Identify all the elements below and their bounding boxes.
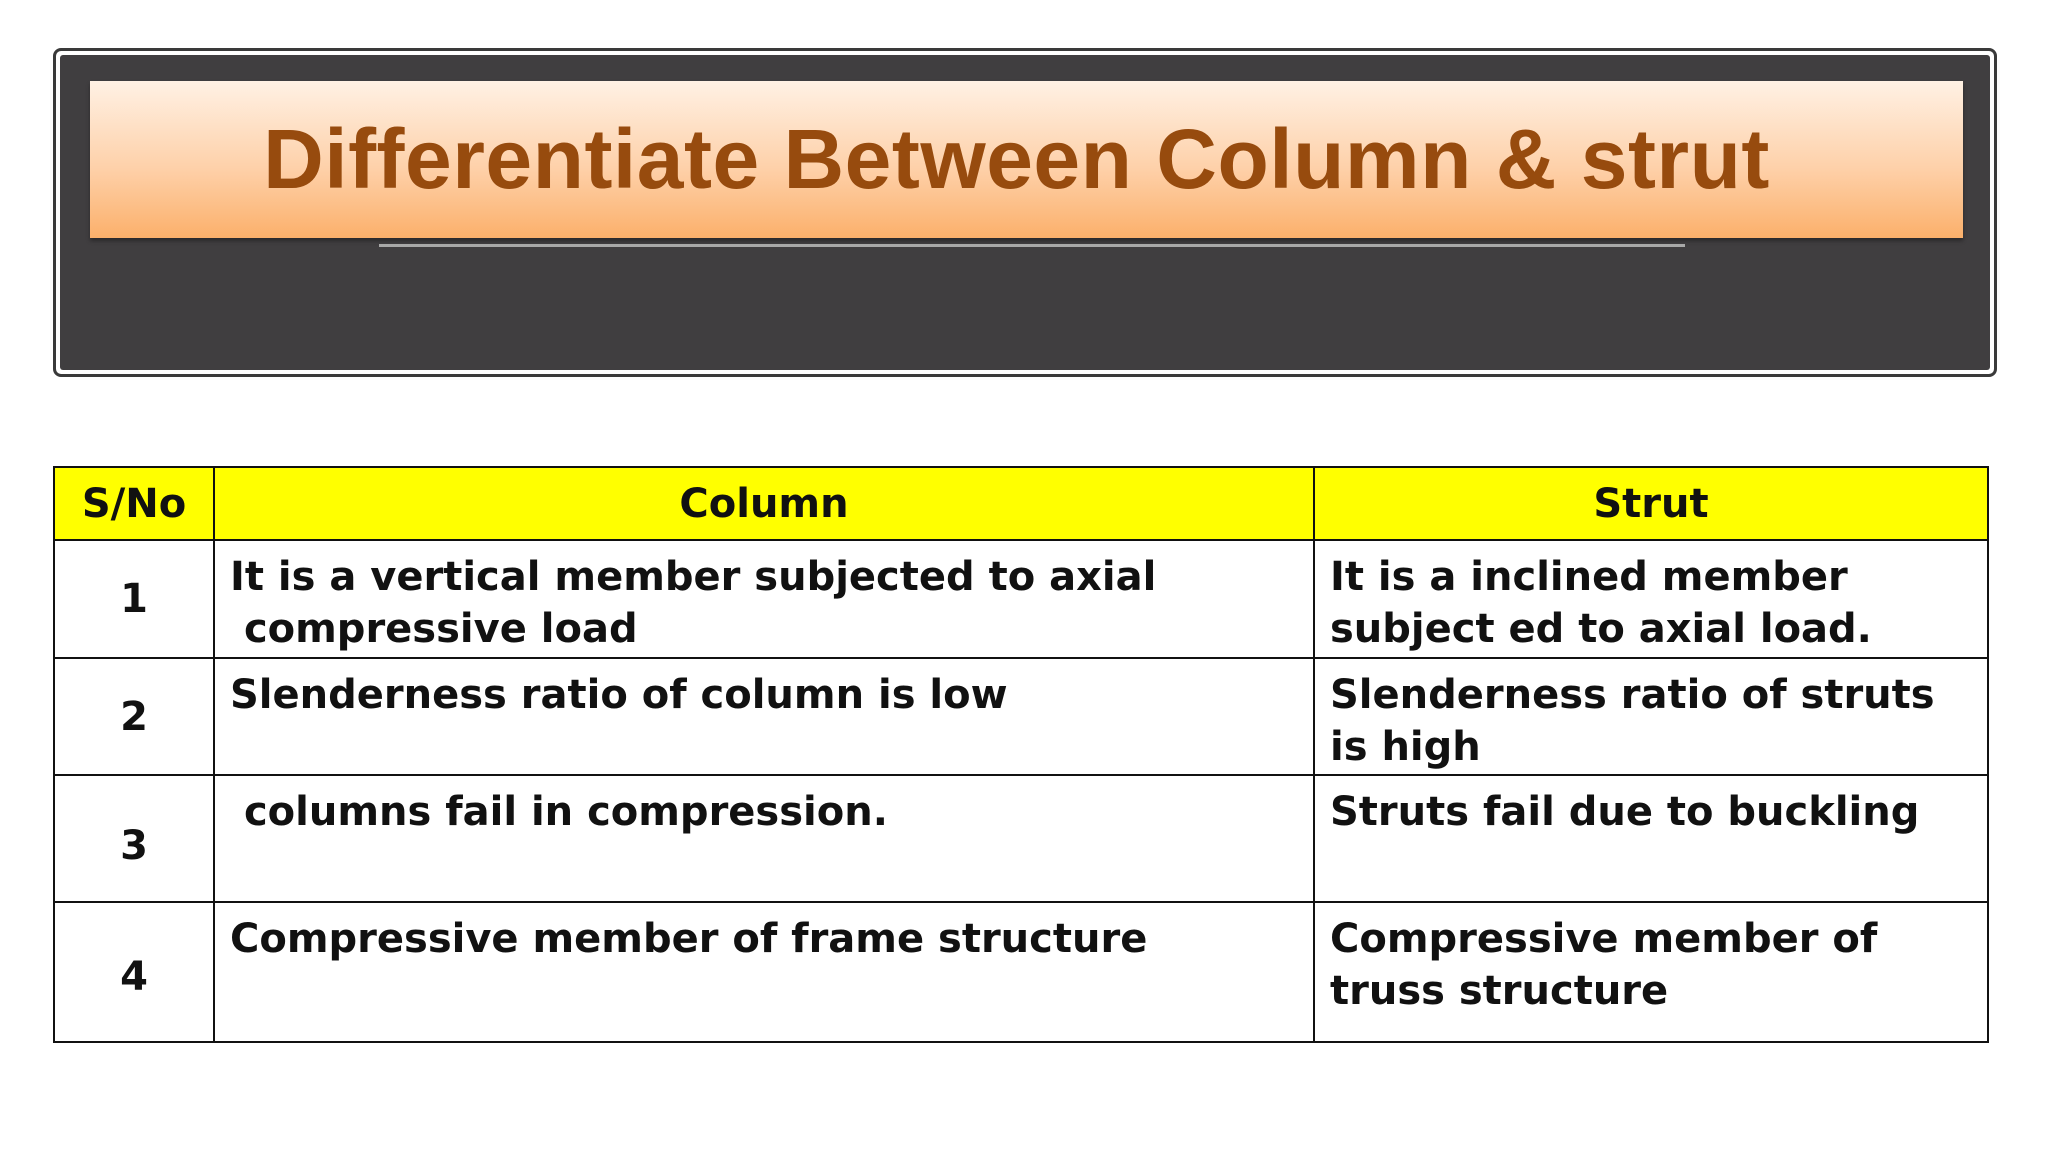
comparison-table: [53, 466, 1989, 1043]
cell-sno: 1: [54, 540, 214, 658]
header-column: Column: [214, 467, 1314, 540]
title-underline: [379, 244, 1685, 247]
cell-column: Compressive member of frame structure: [214, 902, 1314, 1042]
table-row: [54, 540, 1988, 658]
header-strut: Strut: [1314, 467, 1988, 540]
table-header-row: [54, 467, 1988, 540]
cell-sno: 4: [54, 902, 214, 1042]
slide-title: Differentiate Between Column & strut: [263, 112, 1770, 206]
cell-strut: Compressive member of truss structure: [1314, 902, 1988, 1042]
cell-column: columns fail in compression.: [214, 775, 1314, 902]
title-box: [90, 81, 1963, 238]
cell-column: It is a vertical member subjected to axial compressive load: [214, 540, 1314, 658]
title-panel: [60, 55, 1990, 370]
title-frame: [53, 48, 1997, 377]
table-row: [54, 902, 1988, 1042]
cell-strut: Slenderness ratio of struts is high: [1314, 658, 1988, 775]
cell-column: Slenderness ratio of column is low: [214, 658, 1314, 775]
cell-sno: 2: [54, 658, 214, 775]
table-row: [54, 658, 1988, 775]
cell-strut: It is a inclined member subject ed to axial load.: [1314, 540, 1988, 658]
header-sno: S/No: [54, 467, 214, 540]
cell-strut: Struts fail due to buckling: [1314, 775, 1988, 902]
cell-sno: 3: [54, 775, 214, 902]
table-row: [54, 775, 1988, 902]
